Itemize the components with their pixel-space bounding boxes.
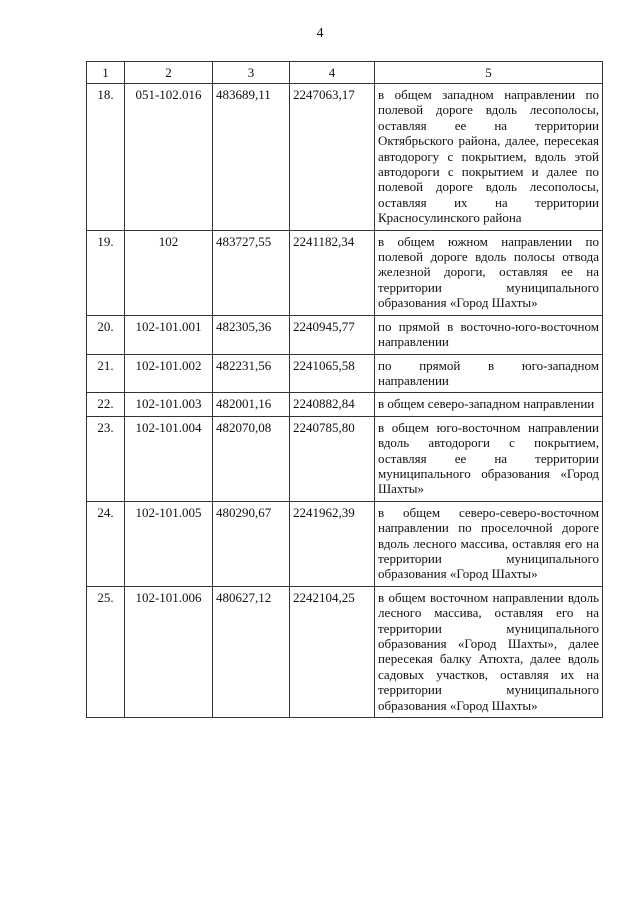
point-code: 102-101.004 (125, 416, 213, 501)
table-row (87, 393, 603, 416)
header-cell: 3 (213, 62, 290, 84)
boundary-table (86, 61, 603, 718)
row-number: 24. (87, 501, 125, 586)
row-number: 22. (87, 393, 125, 416)
point-code: 102-101.006 (125, 586, 213, 717)
boundary-description: в общем западном направлении по полевой дороге вдоль лесополосы, оставляя ее на территории Октябрьского района, далее, пересекая автодорогу с покрытием, вдоль этой автодороги с покрытием и далее по полевой дороге вдоль лесополосы, оставляя их на территории Красносулинского района (375, 84, 603, 231)
row-number: 20. (87, 315, 125, 354)
coordinate-y: 2241065,58 (290, 354, 375, 393)
row-number: 19. (87, 230, 125, 315)
coordinate-x: 482001,16 (213, 393, 290, 416)
coordinate-x: 482231,56 (213, 354, 290, 393)
boundary-description: в общем южном направлении по полевой дороге вдоль полосы отвода железной дороги, оставляя ее на территории муниципального образования «Город Шахты» (375, 230, 603, 315)
boundary-description: по прямой в юго-западном направлении (375, 354, 603, 393)
boundary-description: по прямой в восточно-юго-восточном направлении (375, 315, 603, 354)
row-number: 23. (87, 416, 125, 501)
boundary-description: в общем восточном направлении вдоль лесного массива, оставляя его на территории муниципального образования «Город Шахты», далее пересекая балку Атюхта, далее вдоль садовых участков, оставляя их на территории муниципального образования «Город Шахты» (375, 586, 603, 717)
coordinate-x: 483689,11 (213, 84, 290, 231)
point-code: 102-101.002 (125, 354, 213, 393)
row-number: 25. (87, 586, 125, 717)
point-code: 102 (125, 230, 213, 315)
table-row (87, 586, 603, 717)
page-number: 4 (316, 26, 324, 41)
coordinate-y: 2242104,25 (290, 586, 375, 717)
coordinate-x: 483727,55 (213, 230, 290, 315)
table-row (87, 416, 603, 501)
table-row (87, 354, 603, 393)
table-header-row (87, 62, 603, 84)
table-row (87, 315, 603, 354)
header-cell: 4 (290, 62, 375, 84)
coordinate-y: 2240882,84 (290, 393, 375, 416)
row-number: 18. (87, 84, 125, 231)
point-code: 051-102.016 (125, 84, 213, 231)
table-row (87, 84, 603, 231)
row-number: 21. (87, 354, 125, 393)
header-cell: 2 (125, 62, 213, 84)
coordinate-y: 2240785,80 (290, 416, 375, 501)
coordinate-y: 2241962,39 (290, 501, 375, 586)
table-row (87, 501, 603, 586)
point-code: 102-101.001 (125, 315, 213, 354)
coordinate-x: 480290,67 (213, 501, 290, 586)
boundary-description: в общем северо-западном направлении (375, 393, 603, 416)
coordinate-x: 482305,36 (213, 315, 290, 354)
header-cell: 1 (87, 62, 125, 84)
header-cell: 5 (375, 62, 603, 84)
boundary-description: в общем юго-восточном направлении вдоль автодороги с покрытием, оставляя ее на территории муниципального образования «Город Шахты» (375, 416, 603, 501)
coordinate-x: 480627,12 (213, 586, 290, 717)
coordinate-y: 2241182,34 (290, 230, 375, 315)
point-code: 102-101.005 (125, 501, 213, 586)
coordinate-x: 482070,08 (213, 416, 290, 501)
table-row (87, 230, 603, 315)
boundary-description: в общем северо-северо-восточном направлении по проселочной дороге вдоль лесного массива, оставляя его на территории муниципального образования «Город Шахты» (375, 501, 603, 586)
coordinate-y: 2240945,77 (290, 315, 375, 354)
point-code: 102-101.003 (125, 393, 213, 416)
coordinate-y: 2247063,17 (290, 84, 375, 231)
